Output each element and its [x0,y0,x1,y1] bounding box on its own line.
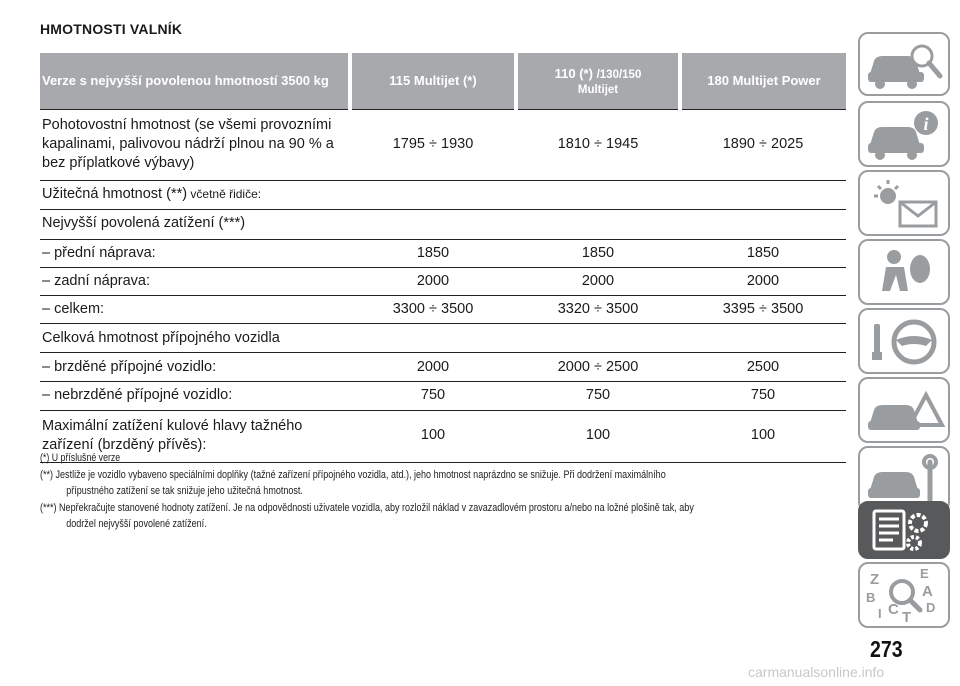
row-value: 750 [680,382,846,410]
row-value: 750 [350,382,516,410]
road-emergency-icon-graphic [860,379,948,441]
car-info-icon[interactable] [858,101,950,167]
row-value [680,180,846,209]
footnote-1: (*) U příslušné verze [40,452,121,464]
row-label: – celkem: [40,296,350,324]
steering-wheel-icon[interactable] [858,308,950,374]
steering-wheel-icon-graphic [860,310,948,372]
watermark: carmanualsonline.info [748,664,885,680]
row-value [680,209,846,239]
svg-text:i: i [923,114,929,134]
airbag-safety-icon[interactable] [858,239,950,305]
row-value: 2000 [516,267,680,295]
row-label: Maximální zatížení kulové hlavy tažného zařízení (brzděný přívěs): [40,410,350,462]
row-value: 2000 [350,267,516,295]
table-row [40,382,846,410]
row-value [516,209,680,239]
row-label [40,180,350,209]
row-value: 3300 ÷ 3500 [350,296,516,324]
row-label: – zadní náprava: [40,267,350,295]
footnote-3-line-2: dodržel nejvyšší povolené zatížení. [66,518,207,530]
row-value [350,324,516,353]
row-value: 100 [680,410,846,462]
table-row [40,296,846,324]
row-label: – brzděné přípojné vozidlo: [40,353,350,382]
row-value: 100 [516,410,680,462]
table-row [40,324,846,353]
row-value: 1810 ÷ 1945 [516,109,680,180]
row-value [350,180,516,209]
row-value: 1795 ÷ 1930 [350,109,516,180]
weights-table [40,53,846,463]
page-number: 273 [870,636,903,662]
warning-lights-icon[interactable] [858,170,950,236]
footnote-2 [40,467,860,499]
row-value: 3395 ÷ 3500 [680,296,846,324]
row-label: Pohotovostní hmotnost (se všemi provozními kapalinami, palivovou nádrží plnou na 90 % a bez příplatkové výbavy) [40,109,350,180]
header-115-multijet: 115 Multijet (*) [350,53,516,109]
row-value [516,324,680,353]
index-letter: A [922,583,933,600]
header-version: Verze s nejvyšší povolenou hmotností 3500 kg [40,53,350,109]
index-letter: D [926,600,936,615]
footnote-3-line-1: (***) Nepřekračujte stanovené hodnoty zatížení. Je na odpovědnosti uživatele vozidla, aby rozložil náklad v zavazadlovém prostoru a/nebo na ložné plošině tak, aby [40,502,694,514]
car-info-icon-graphic [860,103,948,165]
header-110-small: /130/150 [596,68,642,81]
row-label: – přední náprava: [40,239,350,267]
footnote-2-line-1: (**) Jestliže je vozidlo vybaveno speciálními doplňky (tažné zařízení přípojného vozidla, atd.), jeho hmotnost naprázdno se snižuje. Při dodržení maximálního [40,469,666,481]
footnote-2-line-2: přípustného zatížení se tak snižuje jeho užitečná hmotnost. [66,485,303,497]
alphabetical-index-icon[interactable] [858,562,950,628]
table-header-row [40,53,846,109]
row-value: 750 [516,382,680,410]
table-row [40,239,846,267]
car-search-icon[interactable] [858,32,950,96]
table-row [40,267,846,295]
row-label: Celková hmotnost přípojného vozidla [40,324,350,353]
row-value: 3320 ÷ 3500 [516,296,680,324]
row-value: 2000 [350,353,516,382]
row-value: 1850 [350,239,516,267]
index-letter: B [866,590,876,605]
airbag-safety-icon-graphic [860,241,948,303]
row-label: – nebrzděné přípojné vozidlo: [40,382,350,410]
table-row [40,353,846,382]
road-emergency-icon[interactable] [858,377,950,443]
alphabetical-index-icon-graphic [860,564,948,626]
row-value [350,209,516,239]
header-110-main: 110 (*) [554,65,593,81]
table-row [40,209,846,239]
footnote-3 [40,500,860,532]
warning-lights-icon-graphic [860,172,948,234]
table-row [40,109,846,180]
row-value: 100 [350,410,516,462]
technical-data-icon[interactable] [858,501,950,559]
row-label-main: Užitečná hmotnost (**) [42,185,188,202]
row-label-small: včetně řidiče: [187,186,262,201]
table-row [40,180,846,209]
row-label: Nejvyšší povolená zatížení (***) [40,209,350,239]
row-value: 1850 [516,239,680,267]
header-110-130-150-multijet [516,53,680,109]
car-search-icon-graphic [860,34,948,94]
row-value [516,180,680,209]
row-value: 2000 ÷ 2500 [516,353,680,382]
index-letter: C [888,601,899,618]
index-letter: T [902,609,912,626]
page-title: HMOTNOSTI VALNÍK [40,21,183,37]
row-value: 1850 [680,239,846,267]
index-letter: E [920,566,929,581]
index-letter: I [878,606,882,621]
row-value: 2000 [680,267,846,295]
index-letter: Z [870,571,880,588]
technical-data-icon-graphic [860,503,948,557]
row-value: 1890 ÷ 2025 [680,109,846,180]
row-value [680,324,846,353]
header-180-multijet-power: 180 Multijet Power [680,53,846,109]
header-110-line2: Multijet [577,83,619,96]
row-value: 2500 [680,353,846,382]
